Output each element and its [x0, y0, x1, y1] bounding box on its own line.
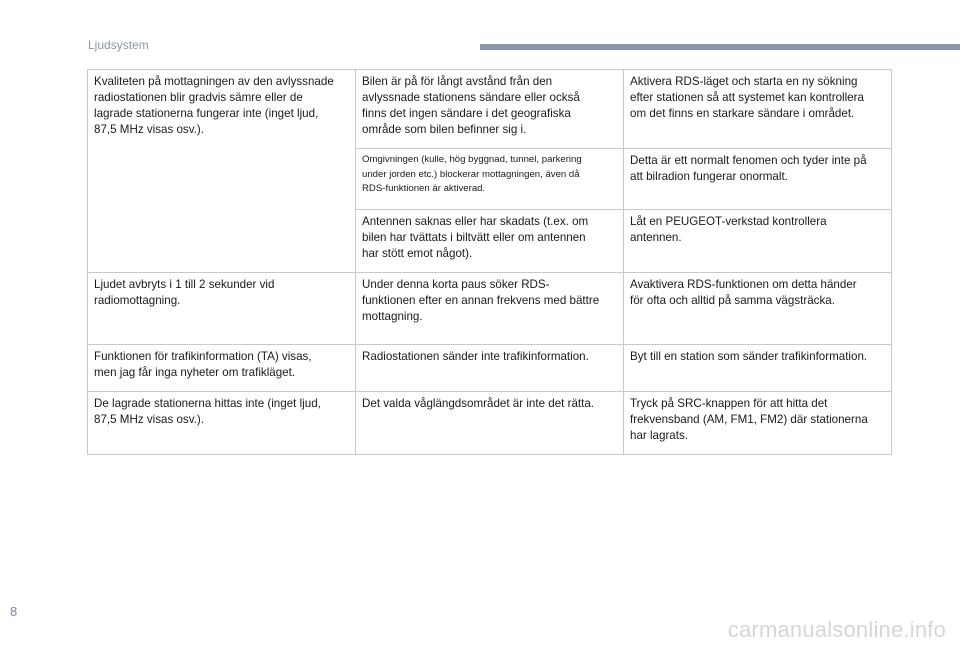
cause-cell: Antennen saknas eller har skadats (t.ex. om bilen har tvättats i biltvätt eller om antennen har stött emot något).	[356, 210, 624, 273]
page-number: 8	[10, 604, 18, 619]
section-title: Ljudsystem	[88, 38, 149, 52]
problem-cell: Kvaliteten på mottagningen av den avlyssnade radiostationen blir gradvis sämre eller de lagrade stationerna fungerar inte (inget ljud, 87,5 MHz visas osv.).	[88, 70, 356, 273]
solution-cell: Detta är ett normalt fenomen och tyder inte på att bilradion fungerar onormalt.	[624, 149, 892, 210]
cause-cell: Under denna korta paus söker RDS- funktionen efter en annan frekvens med bättre mottagning.	[356, 273, 624, 345]
troubleshooting-table	[87, 69, 892, 455]
table-row	[88, 392, 892, 455]
table-row	[88, 345, 892, 392]
problem-cell: De lagrade stationerna hittas inte (inget ljud, 87,5 MHz visas osv.).	[88, 392, 356, 455]
cause-cell: Det valda våglängdsområdet är inte det rätta.	[356, 392, 624, 455]
solution-cell: Aktivera RDS-läget och starta en ny sökning efter stationen så att systemet kan kontrollera om det finns en starkare sändare i området.	[624, 70, 892, 149]
problem-cell: Funktionen för trafikinformation (TA) visas, men jag får inga nyheter om trafikläget.	[88, 345, 356, 392]
cause-cell: Radiostationen sänder inte trafikinformation.	[356, 345, 624, 392]
solution-cell: Byt till en station som sänder trafikinformation.	[624, 345, 892, 392]
cause-cell: Omgivningen (kulle, hög byggnad, tunnel, parkering under jorden etc.) blockerar mottagningen, även då RDS-funktionen är aktiverad.	[356, 149, 624, 210]
table-row	[88, 273, 892, 345]
solution-cell: Låt en PEUGEOT-verkstad kontrollera antennen.	[624, 210, 892, 273]
cause-cell: Bilen är på för långt avstånd från den avlyssnade stationens sändare eller också finns det ingen sändare i det geografiska område som bilen befinner sig i.	[356, 70, 624, 149]
problem-cell: Ljudet avbryts i 1 till 2 sekunder vid radiomottagning.	[88, 273, 356, 345]
solution-cell: Tryck på SRC-knappen för att hitta det frekvensband (AM, FM1, FM2) där stationerna har lagrats.	[624, 392, 892, 455]
solution-cell: Avaktivera RDS-funktionen om detta händer för ofta och alltid på samma vägsträcka.	[624, 273, 892, 345]
table-row	[88, 70, 892, 149]
watermark: carmanualsonline.info	[727, 617, 946, 642]
header-bar	[480, 44, 960, 50]
